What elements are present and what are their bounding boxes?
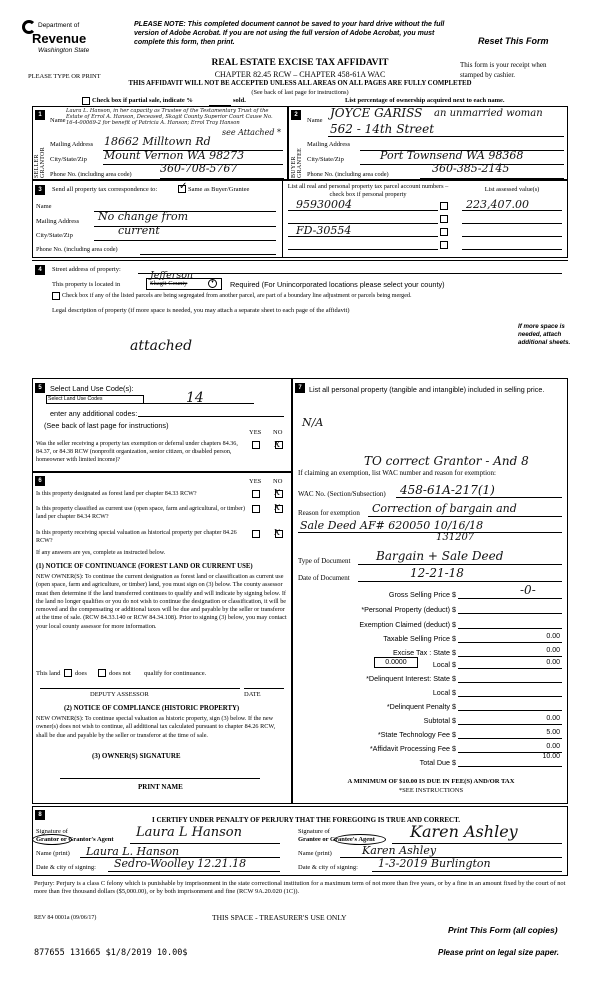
- corr-phone-label: Phone No. (including area code): [36, 246, 118, 253]
- reason-line1[interactable]: Correction of bargain and: [372, 502, 517, 515]
- buyer-mailing-label: Mailing Address: [307, 141, 351, 148]
- legal-desc-value[interactable]: attached: [130, 338, 193, 354]
- wac-label: WAC No. (Section/Subsection): [298, 490, 386, 498]
- assessed-header: List assessed value(s): [484, 186, 540, 193]
- section-2-number: 2: [291, 110, 301, 120]
- section-4-number: 4: [35, 265, 45, 275]
- perjury-statement: Perjury: Perjury is a class C felony which is punishable by imprisonment in the state correctional institution for a maximum term of not more than five years, or by a fine in an amount fixed by the court of not more than five thousand dollars ($5,000.00), or by both imprisonment and fine (RCW 9A.20.020 (1C)).: [34, 880, 566, 895]
- subtotal-value: 0.00: [546, 715, 560, 722]
- section-3-number: 3: [35, 185, 45, 195]
- owner-signature-label: (3) OWNER(S) SIGNATURE: [92, 752, 181, 760]
- reset-form-button[interactable]: Reset This Form: [478, 36, 549, 46]
- section-8-number: 8: [35, 810, 45, 820]
- delinquent-interest-local-label: Local $: [432, 688, 456, 697]
- compliance-title: (2) NOTICE OF COMPLIANCE (HISTORIC PROPERTY): [64, 705, 240, 712]
- corr-mailing-label: Mailing Address: [36, 218, 80, 225]
- form-title: REAL ESTATE EXCISE TAX AFFIDAVIT: [211, 58, 389, 68]
- doc-type-value[interactable]: Bargain + Sale Deed: [376, 549, 504, 563]
- grantor-signature[interactable]: Laura L Hanson: [136, 825, 242, 840]
- delinquent-penalty-label: *Delinquent Penalty $: [386, 702, 456, 711]
- exemption-yes-checkbox[interactable]: [252, 441, 260, 449]
- logo-line3: Washington State: [38, 47, 90, 54]
- segregated-label: Check box if any of the listed parcels are being segregated from another parcel, are part of a boundary line adjustment or parcels being merged.: [62, 293, 412, 299]
- compliance-text: NEW OWNER(S): To continue special valuation as historic property, sign (3) below. If the new owner(s) does not wish to continue, all additional tax calculated pursuant to chapter 84.26 RCW, shall be due and payable by the seller or transferor at the time of sale.: [36, 715, 276, 739]
- subtotal-label: Subtotal $: [423, 716, 456, 725]
- personal-property-label: List all personal property (tangible and intangible) included in selling price.: [309, 385, 545, 394]
- excise-local-label: Local $: [432, 660, 456, 669]
- additional-codes-label: enter any additional codes:: [50, 409, 138, 418]
- tech-fee-value: 5.00: [546, 729, 560, 736]
- gross-selling-hand[interactable]: -0-: [520, 583, 536, 597]
- reason-line2[interactable]: Sale Deed AF# 620050 10/16/18: [300, 519, 484, 532]
- total-due-value: 10.00: [542, 753, 560, 760]
- seller-name-value[interactable]: Laura L. Hanson, in her capacity as Trustee of the Testamentary Trust of the Estate of Errol A. Hanson, Deceased, Skagit County Superior Court Cause No. 16-4-00069-2 for benefit of Patricia A. Hanson; Errol Tray Hanson: [66, 108, 273, 127]
- see-instructions-note: *SEE INSTRUCTIONS: [398, 787, 464, 794]
- doc-type-label: Type of Document: [298, 557, 351, 565]
- print-form-button[interactable]: Print This Form (all copies): [448, 925, 558, 935]
- buyer-phone-value[interactable]: 360-385-2145: [432, 162, 510, 175]
- doc-date-value[interactable]: 12-21-18: [410, 566, 464, 580]
- required-note: Required (For Unincorporated locations please select your county): [230, 280, 445, 289]
- section-6-number: 6: [35, 476, 45, 486]
- print-note: PLEASE TYPE OR PRINT: [28, 73, 101, 80]
- grantor-date-city[interactable]: Sedro-Woolley 12.21.18: [114, 857, 247, 870]
- parcel-1-personal-checkbox[interactable]: [440, 202, 448, 210]
- minimum-fee-note: A MINIMUM OF $10.00 IS DUE IN FEE(S) AND/OR TAX: [347, 778, 515, 785]
- deputy-assessor-label: DEPUTY ASSESSOR: [90, 691, 149, 698]
- reason-line3[interactable]: 131207: [436, 532, 475, 543]
- percentage-note: List percentage of ownership acquired next to each name.: [345, 97, 505, 104]
- corr-city-label: City/State/Zip: [36, 232, 73, 239]
- does-not-label: does not: [109, 670, 131, 677]
- taxable-selling-label: Taxable Selling Price $: [383, 634, 456, 643]
- gross-selling-label: Gross Selling Price $: [388, 590, 456, 599]
- land-use-label: Select Land Use Code(s):: [50, 384, 134, 393]
- exemption-deduct-label: Exemption Claimed (deduct) $: [359, 620, 456, 629]
- grantor-circle: [32, 834, 72, 845]
- section-5-number: 5: [35, 383, 45, 393]
- affidavit-fee-label: *Affidavit Processing Fee $: [369, 744, 456, 753]
- legal-desc-label: Legal description of property (if more space is needed, you may attach a separate sheet to each page of the affidavit): [52, 307, 350, 314]
- local-rate-input[interactable]: 0.0000: [374, 657, 418, 668]
- excise-local-value: 0.00: [546, 659, 560, 666]
- buyer-phone-label: Phone No. (including area code): [307, 171, 389, 178]
- forest-no-mark: x: [274, 485, 281, 498]
- county-handwritten: Jefferson: [150, 270, 194, 281]
- grantee-sig-label1: Signature of: [298, 828, 330, 835]
- does-checkbox[interactable]: [64, 669, 72, 677]
- grantor-name-print-label: Name (print): [36, 850, 70, 857]
- current-use-question: Is this property classified as current use (open space, farm and agricultural, or timber) land per chapter 84.34 RCW?: [36, 506, 245, 520]
- doc-date-label: Date of Document: [298, 574, 350, 582]
- affidavit-fee-value: 0.00: [546, 743, 560, 750]
- taxable-selling-value: 0.00: [546, 633, 560, 640]
- sec5-no-header: NO: [273, 429, 283, 436]
- grantee-date-city[interactable]: 1-3-2019 Burlington: [378, 857, 491, 870]
- seller-phone-value[interactable]: 360-708-5767: [160, 162, 238, 175]
- same-as-buyer-label: Same as Buyer/Grantee: [188, 186, 250, 193]
- buyer-name-label: Name: [307, 117, 323, 124]
- sec6-no-header: NO: [273, 478, 283, 485]
- claiming-exemption-label: If claiming an exemption, list WAC number and reason for exemption:: [298, 469, 496, 477]
- personal-property-value[interactable]: N/A: [302, 416, 324, 429]
- see-back-note: (See back of last page for instructions): [251, 89, 349, 96]
- seller-grantor-label: SELLER GRANTOR: [34, 147, 46, 178]
- buyer-grantee-label: BUYER GRANTEE: [291, 147, 303, 178]
- same-as-buyer-check-mark: ✓: [179, 181, 188, 192]
- logo-line2: Revenue: [32, 31, 87, 46]
- excise-state-value: 0.00: [546, 647, 560, 654]
- sold-label: sold.: [233, 97, 246, 104]
- land-use-handwritten: 14: [186, 390, 204, 406]
- seller-city-value[interactable]: Mount Vernon WA 98273: [104, 149, 245, 162]
- historic-yes-checkbox[interactable]: [252, 530, 260, 538]
- seller-mailing-label: Mailing Address: [50, 141, 94, 148]
- grantor-sig-label2: Grantor or Grantor's Agent: [36, 836, 114, 843]
- forest-yes-checkbox[interactable]: [252, 490, 260, 498]
- parcel-3-personal-checkbox[interactable]: [440, 228, 448, 236]
- buyer-name-suffix[interactable]: an unmarried woman: [434, 108, 543, 119]
- adobe-notice: PLEASE NOTE: This completed document cannot be saved to your hard drive without the full version of Adobe Acrobat. If you are not using the full version of Adobe Acrobat, you must complete this form, then print.: [134, 21, 445, 46]
- print-name-label: PRINT NAME: [138, 783, 183, 791]
- located-in-label: This property is located in: [52, 281, 121, 288]
- form-chapter: CHAPTER 82.45 RCW – CHAPTER 458-61A WAC: [214, 70, 386, 79]
- legal-size-note: Please print on legal size paper.: [438, 948, 559, 957]
- date-label: DATE: [244, 691, 261, 698]
- this-land-label: This land: [36, 670, 61, 677]
- more-space-note: If more space is needed, attach additional sheets.: [518, 323, 571, 346]
- current-use-no-mark: x: [274, 500, 281, 513]
- rev-number: REV 84 0001a (09/06/17): [34, 915, 97, 921]
- personal-deduct-label: *Personal Property (deduct) $: [361, 605, 456, 614]
- section-1-number: 1: [35, 110, 45, 120]
- forest-question: Is this property designated as forest land per chapter 84.33 RCW?: [36, 491, 197, 497]
- grantee-name-print-label: Name (print): [298, 850, 332, 857]
- historic-no-mark: x: [274, 525, 281, 538]
- total-due-label: Total Due $: [419, 758, 456, 767]
- section-7-number: 7: [295, 383, 305, 393]
- buyer-city-label: City/State/Zip: [307, 156, 344, 163]
- grantee-sig-label2: Grantee or Grantee's Agent: [298, 836, 375, 843]
- land-use-select-text: Select Land Use Codes: [48, 396, 103, 402]
- excise-state-label: Excise Tax : State $: [393, 648, 456, 657]
- delinquent-interest-state-label: *Delinquent Interest: State $: [366, 674, 456, 683]
- does-label: does: [75, 670, 87, 677]
- see-back-5: (See back of last page for instructions): [44, 421, 169, 430]
- exemption-question: Was the seller receiving a property tax exemption or deferral under chapters 84.36, 84.37, or 84.38 RCW (nonprofit organization, senior citizen, or disabled person, homeowner with limited income)?: [36, 441, 238, 463]
- buyer-street-value[interactable]: 562 - 14th Street: [330, 122, 435, 136]
- assessed-1-value[interactable]: 223,407.00: [466, 198, 529, 211]
- seller-phone-label: Phone No. (including area code): [50, 171, 132, 178]
- cashier-stamp: 877655 131665 $1/8/2019 10.00$: [34, 948, 188, 958]
- partial-sale-label: Check box if partial sale, indicate %: [92, 97, 193, 104]
- wac-value[interactable]: 458-61A-217(1): [400, 483, 495, 497]
- parcel-4-personal-checkbox[interactable]: [440, 241, 448, 249]
- parcel-header: List all real and personal property tax parcel account numbers – check box if personal property: [287, 183, 449, 198]
- seller-name-label: Name: [50, 117, 66, 124]
- sec5-yes-header: YES: [249, 429, 262, 436]
- grantee-name-print[interactable]: Karen Ashley: [362, 844, 437, 857]
- corr-name-label: Name: [36, 203, 52, 210]
- form-warning: THIS AFFIDAVIT WILL NOT BE ACCEPTED UNLESS ALL AREAS ON ALL PAGES ARE FULLY COMPLETED: [128, 80, 472, 87]
- send-correspondence-label: Send all property tax correspondence to:: [52, 186, 158, 193]
- corr-city-value[interactable]: current: [118, 224, 160, 237]
- grantor-date-label: Date & city of signing:: [36, 864, 96, 871]
- sec6-yes-header: YES: [249, 478, 262, 485]
- continuance-title: (1) NOTICE OF CONTINUANCE (FOREST LAND OR CURRENT USE): [36, 563, 253, 570]
- receipt-note: This form is your receipt when stamped by cashier.: [460, 61, 547, 79]
- partial-sale-checkbox[interactable]: [82, 97, 90, 105]
- parcel-2-value[interactable]: FD-30554: [296, 224, 352, 237]
- buyer-city-value[interactable]: Port Townsend WA 98368: [380, 149, 524, 162]
- segregated-checkbox[interactable]: [52, 292, 60, 300]
- continuance-text: NEW OWNER(S): To continue the current designation as forest land or classification as current use (open space, farm and agriculture, or timber) land, you must sign on (3) below. The county assessor must then determine if the land transferred continues to qualify and will indicate by signing below. If the land no longer qualifies or you do not wish to continue the designation or classification, it will be removed and the compensating or additional taxes will be due and payable by the seller or transferor at the time of sale. (RCW 84.33.140 or RCW 84.34.108). Prior to signing (3) below, you may contact your local county assessor for more information.: [36, 573, 287, 630]
- treasurer-note: THIS SPACE - TREASURER'S USE ONLY: [212, 913, 347, 922]
- section-4-box: [32, 260, 568, 378]
- county-dropdown-icon[interactable]: ▾: [208, 279, 217, 288]
- grantee-signature[interactable]: Karen Ashley: [410, 822, 518, 841]
- see-attached-note: see Attached *: [222, 128, 281, 137]
- grantor-sig-label1: Signature of: [36, 828, 68, 835]
- logo-line1: Department of: [38, 22, 80, 29]
- corr-mailing-value[interactable]: No change from: [98, 210, 189, 223]
- if-yes-note: If any answers are yes, complete as instructed below.: [36, 550, 166, 556]
- county-printed: Skagit County: [150, 280, 188, 287]
- parcel-1-value[interactable]: 95930004: [296, 198, 352, 211]
- street-address-label: Street address of property:: [52, 266, 121, 273]
- buyer-name-value[interactable]: JOYCE GARISS: [330, 106, 423, 120]
- grantee-date-label: Date & city of signing:: [298, 864, 358, 871]
- exemption-no-mark: x: [274, 437, 281, 450]
- parcel-2-personal-checkbox[interactable]: [440, 215, 448, 223]
- certify-statement: I CERTIFY UNDER PENALTY OF PERJURY THAT THE FOREGOING IS TRUE AND CORRECT.: [151, 816, 460, 824]
- reason-label: Reason for exemption: [298, 509, 360, 517]
- seller-mailing-value[interactable]: 18662 Milltown Rd: [104, 135, 211, 148]
- does-not-checkbox[interactable]: [98, 669, 106, 677]
- qualify-label: qualify for continuance.: [144, 670, 207, 677]
- historic-question: Is this property receiving special valuation as historical property per chapter 84.26 RCW?: [36, 530, 237, 544]
- tech-fee-label: *State Technology Fee $: [377, 730, 456, 739]
- correction-note: TO correct Grantor - And 8: [364, 454, 529, 468]
- seller-city-label: City/State/Zip: [50, 156, 87, 163]
- grantor-name-print[interactable]: Laura L. Hanson: [86, 845, 180, 858]
- dor-logo: [22, 20, 92, 70]
- current-use-yes-checkbox[interactable]: [252, 505, 260, 513]
